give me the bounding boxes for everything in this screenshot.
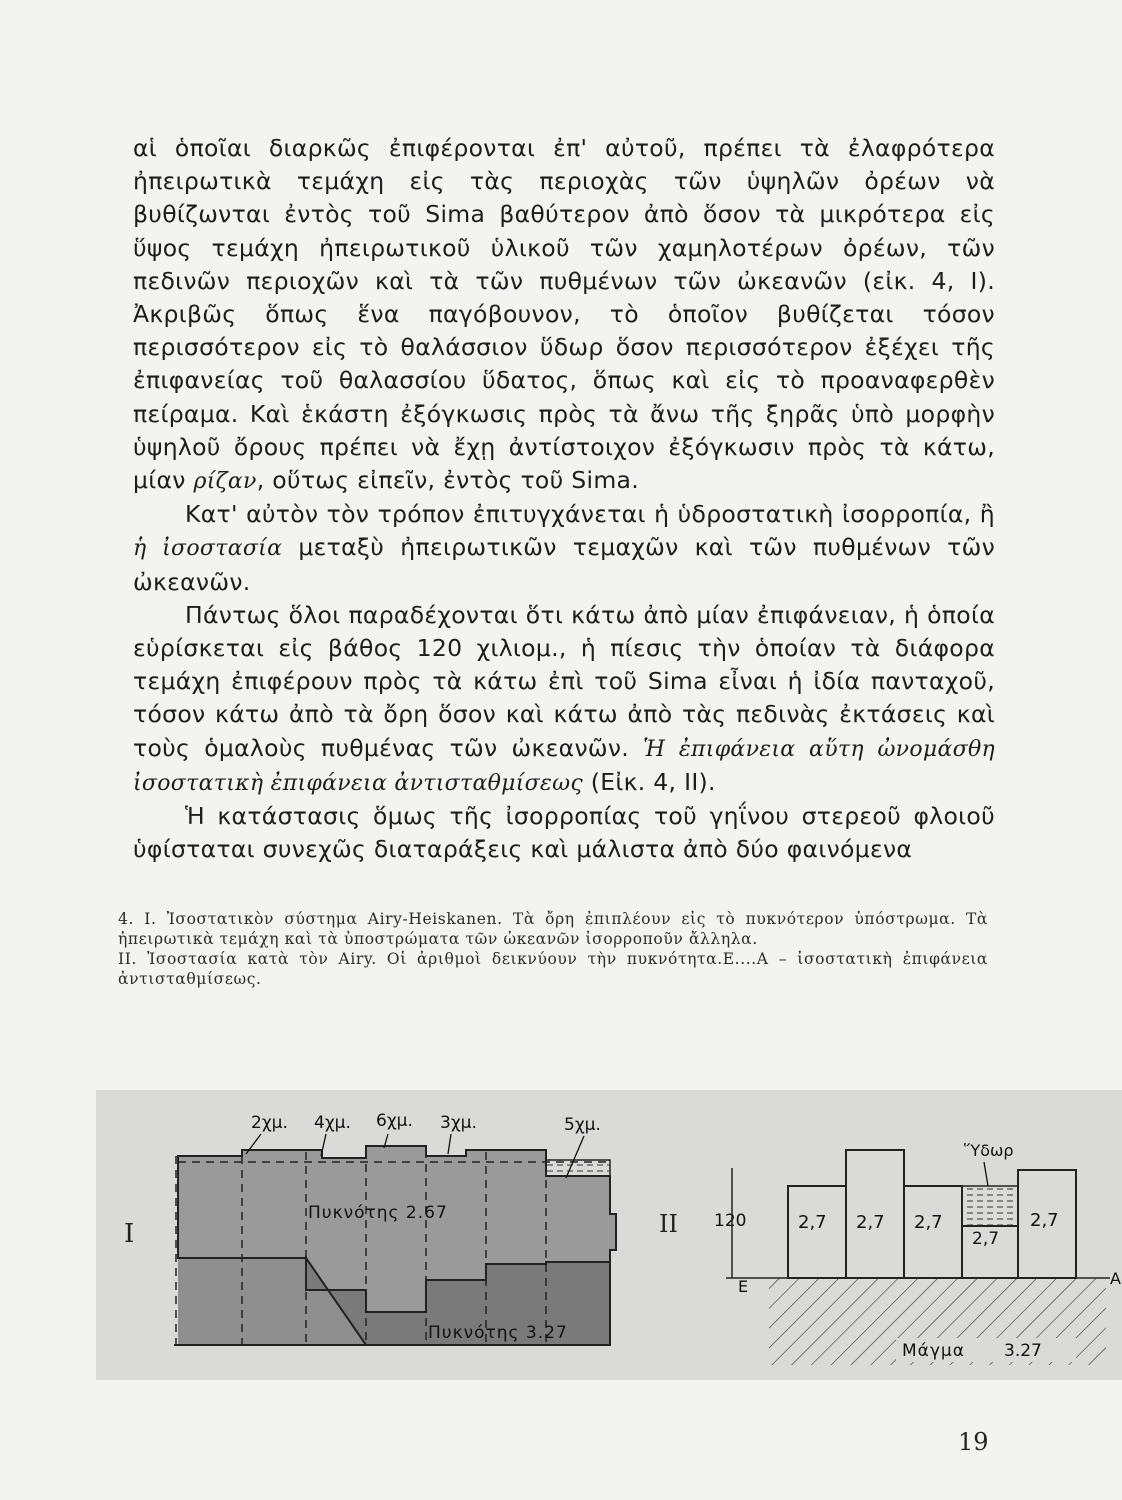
block-value-5: 2,7 [1030, 1210, 1059, 1231]
figure-4 [96, 1090, 1122, 1380]
caption-line-1: 4. Ι. Ἰσοστατικὸν σύστημα Airy-Heiskanen. Τὰ ὄρη ἐπιπλέουν εἰς τὸ πυκνότερον ὑπόστρωμα. Τὰ ἠπειρωτικὰ τεμάχη καὶ τὰ ὑποστρώματα τῶν ὠκεανῶν ἰσορροποῦν ἄλληλα. [118, 910, 988, 948]
water-label: Ὕδωρ [964, 1141, 1014, 1160]
paragraph-2-end: μεταξὺ ἠπειρωτικῶν τεμαχῶν καὶ τῶν πυθμένων τῶν ὠκεανῶν. [133, 533, 995, 596]
figure-4-drawing [96, 1090, 1122, 1380]
paragraph-3-text: Πάντως ὅλοι παραδέχονται ὅτι κάτω ἀπὸ μίαν ἐπιφάνειαν, ἡ ὁποία εὑρίσκεται εἰς βάθος 120 χιλιομ., ἡ πίεσις τὴν ὁποίαν τὰ διάφορα τεμάχη ἐπιφέρουν πρὸς τὰ κάτω ἐπὶ τοῦ Sima εἶναι ἡ ἰδία πανταχοῦ, τόσον κάτω ἀπὸ τὰ ὄρη ὅσον καὶ κάτω ἀπὸ τὰς πεδινὰς ἐκτάσεις καὶ τοὺς ὁμαλοὺς πυθμένας τῶν ὠκεανῶν. [133, 600, 995, 762]
depth-label-5km: 5χμ. [564, 1115, 601, 1135]
magma-label: Μάγμα [902, 1341, 965, 1361]
body-text [133, 132, 995, 866]
a-label: A [1110, 1269, 1121, 1288]
paragraph-4: Ἡ κατάστασις ὅμως τῆς ἰσορροπίας τοῦ γηΐνου στερεοῦ φλοιοῦ ὑφίσταται συνεχῶς διαταράξεις καὶ μάλιστα ἀπὸ δύο φαινόμενα [133, 802, 995, 864]
page-number: 19 [958, 1428, 989, 1456]
paragraph-3-end: (Εἰκ. 4, ΙΙ). [590, 767, 716, 796]
density-upper-label: Πυκνότης 2.67 [308, 1203, 448, 1223]
paragraph-1-italic: ρίζαν [193, 469, 257, 495]
paragraph-2-italic: ἡ ἰσοστασία [133, 536, 283, 562]
paragraph-1-end: , οὕτως εἰπεῖν, ἐντὸς τοῦ Sima. [256, 466, 639, 495]
diagram-one-roman: I [124, 1219, 135, 1249]
block-value-4: 2,7 [972, 1229, 1000, 1249]
depth-label: 120 [714, 1211, 747, 1231]
paragraph-2 [133, 498, 995, 599]
paragraph-1-text: αἱ ὁποῖαι διαρκῶς ἐπιφέρονται ἐπ' αὐτοῦ, πρέπει τὰ ἐλαφρότερα ἠπειρωτικὰ τεμάχη εἰς τὰς περιοχὰς τῶν ὑψηλῶν ὀρέων νὰ βυθίζωνται ἐντὸς τοῦ Sima βαθύτερον ἀπὸ ὅσον τὰ μικρότερα εἰς ὕψος τεμάχη ἠπειρωτικοῦ ὑλικοῦ τῶν χαμηλοτέρων ὀρέων, τῶν πεδινῶν περιοχῶν καὶ τὰ τῶν πυθμένων τῶν ὠκεανῶν (εἰκ. 4, Ι). Ἀκριβῶς ὅπως ἕνα παγόβουνον, τὸ ὁποῖον βυθίζεται τόσον περισσότερον εἰς τὸ θαλάσσιον ὕδωρ ὅσον περισσότερον ἐξέχει τῆς ἐπιφανείας τοῦ θαλασσίου ὕδατος, ὅπως καὶ εἰς τὸ προαναφερθὲν πείραμα. Καὶ ἑκάστη ἐξόγκωσις πρὸς τὰ ἄνω τῆς ξηρᾶς ὑπὸ μορφὴν ὑψηλοῦ ὄρους πρέπει νὰ ἔχῃ ἀντίστοιχον ἐξόγκωσιν πρὸς τὰ κάτω, μίαν [133, 134, 995, 495]
arrow [448, 1134, 451, 1154]
e-label: E [738, 1277, 749, 1296]
magma-value: 3.27 [1004, 1341, 1042, 1361]
paragraph-3 [133, 599, 995, 800]
caption-line-2: ΙΙ. Ἰσοστασία κατὰ τὸν Airy. Οἱ ἀριθμοὶ δεικνύουν τὴν πυκνότητα.Ε....Α – ἰσοστατικὴ ἐπιφάνεια ἀντισταθμίσεως. [118, 950, 988, 988]
density-lower-label: Πυκνότης 3.27 [428, 1323, 568, 1343]
figure-caption [118, 910, 988, 990]
diagram-one [124, 1111, 616, 1345]
block-value-3: 2,7 [914, 1212, 943, 1233]
height-label-3km: 3χμ. [440, 1113, 477, 1133]
arrow [321, 1134, 326, 1156]
height-label-2km: 2χμ. [251, 1113, 288, 1133]
paragraph-1 [133, 132, 995, 498]
paragraph-2-text: Κατ' αὐτὸν τὸν τρόπον ἐπιτυγχάνεται ἡ ὑδροστατικὴ ἰσορροπία, ἢ [185, 500, 995, 529]
diagram-two [659, 1141, 1121, 1365]
paragraph-3-italic: Ἡ ἐπιφάνεια αὕτη ὠνομάσθη ἰσοστατικὴ ἐπιφάνεια ἀντισταθμίσεως [133, 736, 996, 796]
block-value-1: 2,7 [798, 1212, 827, 1233]
diagram-two-roman: II [659, 1210, 678, 1238]
height-label-6km: 6χμ. [376, 1111, 413, 1131]
block-value-2: 2,7 [856, 1212, 885, 1233]
height-label-4km: 4χμ. [314, 1113, 351, 1133]
water-arrow [984, 1162, 988, 1186]
